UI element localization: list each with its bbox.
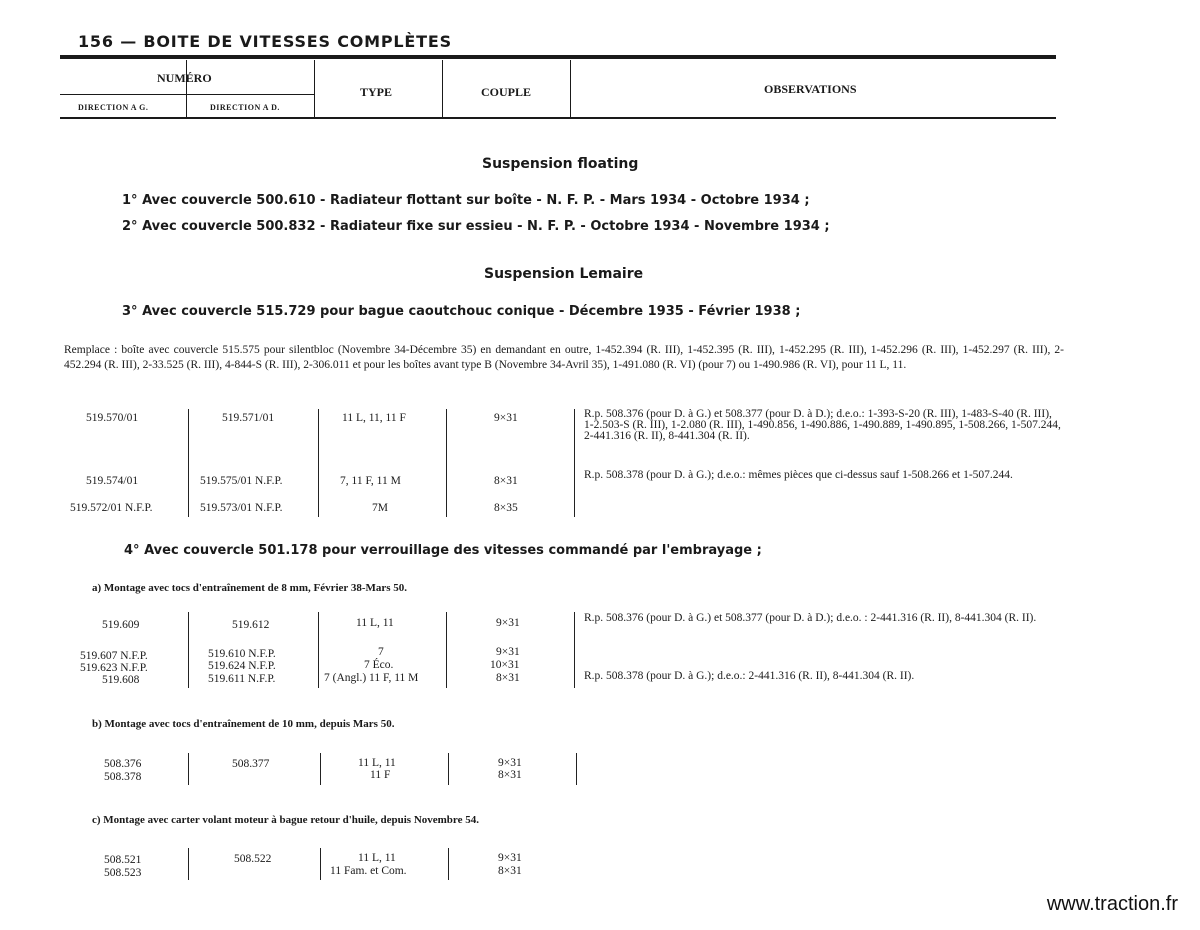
part-number-d: 519.573/01 N.F.P. [200,502,283,514]
item-line-4: 4° Avec couvercle 501.178 pour verrouillage des vitesses commandé par l'embrayage ; [124,543,762,558]
part-number-g: 519.574/01 [86,475,139,487]
direction-d-header: DIRECTION A D. [210,103,280,112]
column-divider [320,753,321,785]
column-divider [188,848,189,880]
column-divider [448,753,449,785]
part-number-g: 519.623 N.F.P. [80,662,148,674]
column-divider [446,409,447,517]
part-number-g: 508.376 [104,758,142,770]
part-number-d: 519.571/01 [222,412,275,424]
column-divider [574,409,575,517]
part-number-g: 519.608 [102,674,140,686]
couple-cell: 10×31 [490,659,520,671]
direction-g-header: DIRECTION A G. [78,103,149,112]
observation-cell: R.p. 508.376 (pour D. à G.) et 508.377 (pour D. à D.); d.e.o.: 1-393-S-20 (R. III), 1-483-S-40 (R. III), 1-2.503-S (R. III), 1-2.080 (R. III), 1-490.856, 1-490.886, 1-490.889, 1-490.895, 1-508.266, 1-507.244, 2-441.316 (R. II), 8-441.304 (R. II). [584,408,1061,442]
observation-cell: R.p. 508.378 (pour D. à G.); d.e.o.: 2-441.316 (R. II), 8-441.304 (R. II). [584,670,915,682]
part-number-d: 519.610 N.F.P. [208,648,276,660]
couple-header: COUPLE [481,85,532,99]
part-number-d: 519.611 N.F.P. [208,673,276,685]
type-cell: 11 F [370,769,391,781]
type-cell: 7 (Angl.) 11 F, 11 M [324,672,419,684]
observation-cell: R.p. 508.376 (pour D. à G.) et 508.377 (pour D. à D.); d.e.o. : 2-441.316 (R. II), 8-441.304 (R. II). [584,612,1037,624]
page-number: 156 [78,32,114,51]
part-number-g: 519.609 [102,619,140,631]
remplace-paragraph: Remplace : boîte avec couvercle 515.575 pour silentbloc (Novembre 34-Décembre 35) en demandant en outre, 1-452.394 (R. III), 1-452.395 (R. III), 1-452.295 (R. III), 1-452.296 (R. III), 1-452.297 (R. III), 2-452.294 (R. III), 2-33.525 (R. III), 4-844-S (R. III), 2-306.011 et pour les boîtes avant type B (Novembre 34-Avril 35), 1-491.080 (R. VI) (pour 7) ou 1-490.986 (R. VI), pour 11 L, 11. [64,344,1064,371]
column-divider [574,612,575,688]
header-divider [570,60,571,117]
section-title-lemaire: Suspension Lemaire [484,266,644,282]
montage-a-title: a) Montage avec tocs d'entraînement de 8 mm, Février 38-Mars 50. [92,582,408,594]
header-divider [186,60,187,117]
column-divider [446,612,447,688]
column-divider [188,409,189,517]
column-divider [318,409,319,517]
type-cell: 7M [372,502,388,514]
page-title: — BOITE DE VITESSES COMPLÈTES [120,32,452,51]
part-number-g: 519.570/01 [86,412,139,424]
type-cell: 11 Fam. et Com. [330,865,407,877]
section-title-floating: Suspension floating [482,156,639,172]
couple-cell: 9×31 [496,617,520,629]
column-divider [576,753,577,785]
column-divider [188,753,189,785]
column-divider [318,612,319,688]
part-number-d: 519.624 N.F.P. [208,660,276,672]
part-number-g: 519.607 N.F.P. [80,650,148,662]
part-number-g: 519.572/01 N.F.P. [70,502,153,514]
observation-cell: R.p. 508.378 (pour D. à G.); d.e.o.: mêmes pièces que ci-dessus sauf 1-508.266 et 1-507.244. [584,469,1013,481]
item-line-2: 2° Avec couvercle 500.832 - Radiateur fixe sur essieu - N. F. P. - Octobre 1934 - Novembre 1934 ; [122,219,830,234]
couple-cell: 8×31 [494,475,518,487]
type-cell: 7 Éco. [364,659,394,671]
header-divider [314,60,315,117]
part-number-g: 508.523 [104,867,142,879]
item-line-3: 3° Avec couvercle 515.729 pour bague caoutchouc conique - Décembre 1935 - Février 1938 ; [122,304,801,319]
couple-cell: 8×31 [498,865,522,877]
couple-cell: 9×31 [496,646,520,658]
observations-header: OBSERVATIONS [764,82,857,96]
type-cell: 11 L, 11, 11 F [342,412,406,424]
couple-cell: 9×31 [494,412,518,424]
column-divider [448,848,449,880]
couple-cell: 8×31 [498,769,522,781]
type-cell: 11 L, 11 [358,757,396,769]
numero-underline [60,94,314,95]
column-divider [320,848,321,880]
montage-c-title: c) Montage avec carter volant moteur à bague retour d'huile, depuis Novembre 54. [92,814,479,826]
item-line-1: 1° Avec couvercle 500.610 - Radiateur flottant sur boîte - N. F. P. - Mars 1934 - Octobre 1934 ; [122,193,810,208]
part-number-d: 519.612 [232,619,270,631]
watermark-text: www.traction.fr [1046,893,1178,915]
type-cell: 11 L, 11 [358,852,396,864]
part-number-d: 519.575/01 N.F.P. [200,475,283,487]
type-header: TYPE [360,85,393,99]
montage-b-title: b) Montage avec tocs d'entraînement de 10 mm, depuis Mars 50. [92,718,395,730]
part-number-d: 508.522 [234,853,272,865]
numero-header: NUMÉRO [157,71,212,85]
part-number-g: 508.378 [104,771,142,783]
header-divider [442,60,443,117]
part-number-g: 508.521 [104,854,142,866]
couple-cell: 9×31 [498,852,522,864]
header-top-rule [60,55,1056,59]
couple-cell: 8×35 [494,502,518,514]
column-divider [188,612,189,688]
couple-cell: 8×31 [496,672,520,684]
part-number-d: 508.377 [232,758,270,770]
couple-cell: 9×31 [498,757,522,769]
type-cell: 11 L, 11 [356,617,394,629]
type-cell: 7, 11 F, 11 M [340,475,401,487]
page-header [78,32,452,51]
type-cell: 7 [378,646,384,658]
header-bottom-rule [60,117,1056,119]
